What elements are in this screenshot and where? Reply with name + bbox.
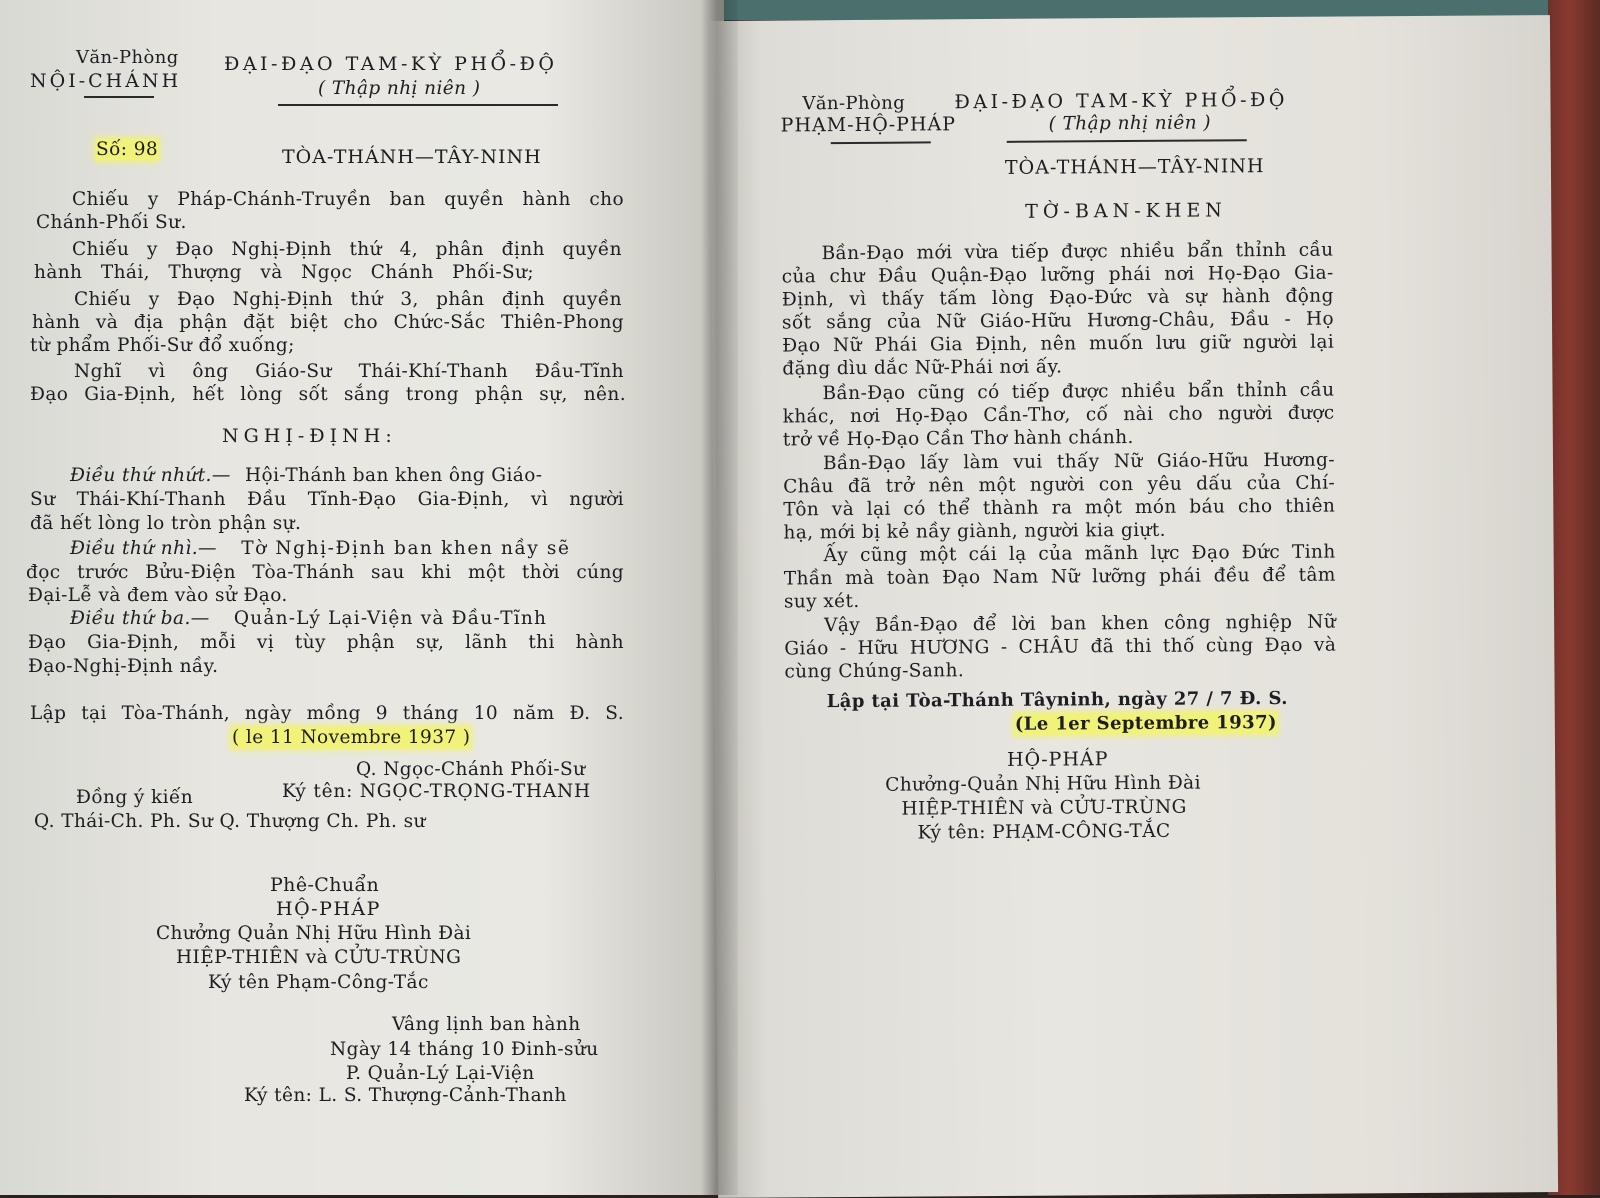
promulgation-line: Ký tên: L. S. Thượng-Cảnh-Thanh bbox=[244, 1085, 567, 1106]
article-line: đọc trước Bửu-Điện Tòa-Thánh sau khi một thời cúng bbox=[26, 562, 624, 583]
header-title: ĐẠI-ĐẠO TAM-KỲ PHỔ-ĐỘ bbox=[224, 53, 558, 75]
promulgation-line: P. Quản-Lý Lại-Viện bbox=[346, 1063, 535, 1084]
signatory-role: Q. Ngọc-Chánh Phối-Sư bbox=[356, 759, 586, 780]
body-line: đặng dìu dắc Nữ-Phái nơi ấy. bbox=[782, 356, 1063, 380]
body-line: Bần-Đạo mới vừa tiếp được nhiều bẩn thỉnh cầu bbox=[821, 239, 1334, 265]
promulgation-line: Ngày 14 tháng 10 Đinh-sửu bbox=[330, 1039, 599, 1060]
body-line: Tôn và lại có thể thành ra một món báu cho thiên bbox=[783, 495, 1336, 521]
article-line: Đại-Lễ và đem vào sử Đạo. bbox=[28, 585, 288, 606]
body-line: Giáo - Hữu HƯƠNG - CHÂU đã thi thố cùng Đạo và bbox=[784, 634, 1337, 660]
preamble-line: hành Thái, Thượng và Ngọc Chánh Phối-Sư; bbox=[34, 262, 534, 283]
department-underline bbox=[831, 141, 931, 144]
place-heading: TÒA-THÁNH—TÂY-NINH bbox=[1004, 155, 1265, 179]
office-department: PHẠM-HỘ-PHÁP bbox=[780, 113, 957, 137]
promulgation-line: Vâng lịnh ban hành bbox=[392, 1014, 581, 1035]
header-subtitle: ( Thập nhị niên ) bbox=[1048, 112, 1212, 135]
body-line: Vậy Bần-Đạo để lời ban khen công nghiệp Nữ bbox=[824, 611, 1337, 637]
article-line: Đạo-Nghị-Định nầy. bbox=[28, 656, 219, 677]
article-third: Điều thứ ba.— Quản-Lý Lại-Viện và Đầu-Tĩnh bbox=[70, 608, 548, 629]
header-rule bbox=[278, 104, 558, 106]
right-page bbox=[710, 15, 1558, 1198]
body-line: Thần mà toàn Đạo Nam Nữ lưỡng phái đều để tâm bbox=[783, 564, 1336, 590]
body-line: Bần-Đạo lấy làm vui thấy Nữ Giáo-Hữu Hương- bbox=[822, 449, 1336, 475]
concur-label: Đồng ý kiến bbox=[76, 787, 194, 808]
approval-title: HIỆP-THIÊN và CỬU-TRÙNG bbox=[176, 947, 462, 968]
article-line: Sư Thái-Khí-Thanh Đầu Tĩnh-Đạo Gia-Định, vì người bbox=[30, 489, 624, 510]
preamble-line: Chiếu y Đạo Nghị-Định thứ 3, phân định quyền bbox=[74, 289, 622, 310]
office-label: Văn-Phòng bbox=[802, 92, 906, 115]
approval-signature: Ký tên Phạm-Công-Tắc bbox=[208, 972, 429, 993]
body-line: Định, vì thấy tấm lòng Đạo-Đức và sự hành động bbox=[781, 285, 1334, 311]
preamble-line: Nghĩ vì ông Giáo-Sư Thái-Khí-Thanh Đầu-Tĩnh bbox=[74, 361, 624, 382]
department-underline bbox=[84, 96, 154, 98]
body-line: Châu đã trở nên một người con yêu dấu của Chí- bbox=[783, 472, 1336, 498]
issue-date-french: (Le 1er Septembre 1937) bbox=[1014, 712, 1277, 735]
document-title: TỜ-BAN-KHEN bbox=[1025, 199, 1227, 223]
article-first: Điều thứ nhứt.— Hội-Thánh ban khen ông Giáo- bbox=[70, 465, 543, 486]
body-line: Đạo Nữ Phái Gia Định, nên muốn lưu giữ người lại bbox=[782, 331, 1335, 357]
concurring-officials: Q. Thái-Ch. Ph. Sư Q. Thượng Ch. Ph. sư bbox=[34, 811, 426, 832]
body-line: cùng Chúng-Sanh. bbox=[784, 660, 965, 683]
preamble-line: hành và địa phận đặt biệt cho Chức-Sắc Thiên-Phong bbox=[32, 312, 624, 333]
approval-title: Chưởng Quản Nhị Hữu Hình Đài bbox=[156, 923, 472, 944]
preamble-line: từ phẩm Phối-Sư đổ xuống; bbox=[30, 335, 295, 356]
issue-date: Lập tại Tòa-Thánh, ngày mồng 9 tháng 10 năm Đ. S. bbox=[30, 703, 624, 724]
signature-title: Chưởng-Quản Nhị Hữu Hình Đài bbox=[885, 772, 1201, 796]
signatory-name: Ký tên: NGỌC-TRỌNG-THANH bbox=[282, 781, 591, 802]
body-line: Ấy cũng một cái lạ của mãnh lực Đạo Đức Tinh bbox=[823, 541, 1336, 567]
office-department: NỘI-CHÁNH bbox=[30, 70, 182, 92]
preamble-line: Chiếu y Đạo Nghị-Định thứ 4, phân định quyền bbox=[72, 239, 622, 260]
header-rule bbox=[1007, 139, 1247, 143]
preamble-line: Chiếu y Pháp-Chánh-Truyền ban quyền hành cho bbox=[72, 189, 624, 210]
article-line: Đạo Gia-Định, mỗi vị tùy phận sự, lãnh thi hành bbox=[28, 632, 624, 653]
article-second: Điều thứ nhì.— Tờ Nghị-Định ban khen nầy sẽ bbox=[70, 538, 571, 559]
body-line: hạ, mới bị kẻ nầy giành, người kia giựt. bbox=[783, 519, 1167, 544]
header-subtitle: ( Thập nhị niên ) bbox=[318, 78, 481, 99]
issue-date: Lập tại Tòa-Thánh Tâyninh, ngày 27 / 7 Đ. S. bbox=[826, 687, 1288, 713]
approval-label: Phê-Chuẩn bbox=[270, 874, 380, 896]
preamble-line: Đạo Gia-Định, hết lòng sốt sắng trong phận sự, nên. bbox=[30, 384, 626, 405]
body-line: trở về Họ-Đạo Cần Thơ hành chánh. bbox=[782, 426, 1134, 451]
body-line: Bần-Đạo cũng có tiếp được nhiều bẩn thỉnh cầu bbox=[822, 379, 1335, 405]
body-line: sốt sắng của Nữ Giáo-Hữu Hương-Châu, Đầu - Họ bbox=[781, 308, 1335, 334]
decree-heading: NGHỊ-ĐỊNH: bbox=[222, 425, 397, 447]
issue-date-french: ( le 11 Novembre 1937 ) bbox=[232, 727, 471, 748]
office-label: Văn-Phòng bbox=[76, 47, 179, 68]
signature-title: HIỆP-THIÊN và CỬU-TRÙNG bbox=[901, 796, 1187, 820]
approval-office: HỘ-PHÁP bbox=[276, 898, 381, 920]
place-heading: TÒA-THÁNH—TÂY-NINH bbox=[282, 146, 542, 168]
header-title: ĐẠI-ĐẠO TAM-KỲ PHỔ-ĐỘ bbox=[954, 88, 1288, 114]
body-line: khác, nơi Họ-Đạo Cần-Thơ, cố nài cho người được bbox=[782, 402, 1335, 428]
preamble-line: Chánh-Phối Sư. bbox=[36, 212, 187, 233]
body-line: của chư Đầu Quận-Đạo lưỡng phái nơi Họ-Đạo Gia- bbox=[781, 262, 1334, 288]
body-line: suy xét. bbox=[783, 590, 860, 613]
article-line: đã hết lòng lo tròn phận sự. bbox=[30, 513, 302, 534]
signature-office: HỘ-PHÁP bbox=[1006, 748, 1109, 771]
signature-name: Ký tên: PHẠM-CÔNG-TẮC bbox=[917, 820, 1171, 844]
left-page bbox=[0, 0, 724, 1195]
document-number: Số: 98 bbox=[96, 139, 159, 160]
